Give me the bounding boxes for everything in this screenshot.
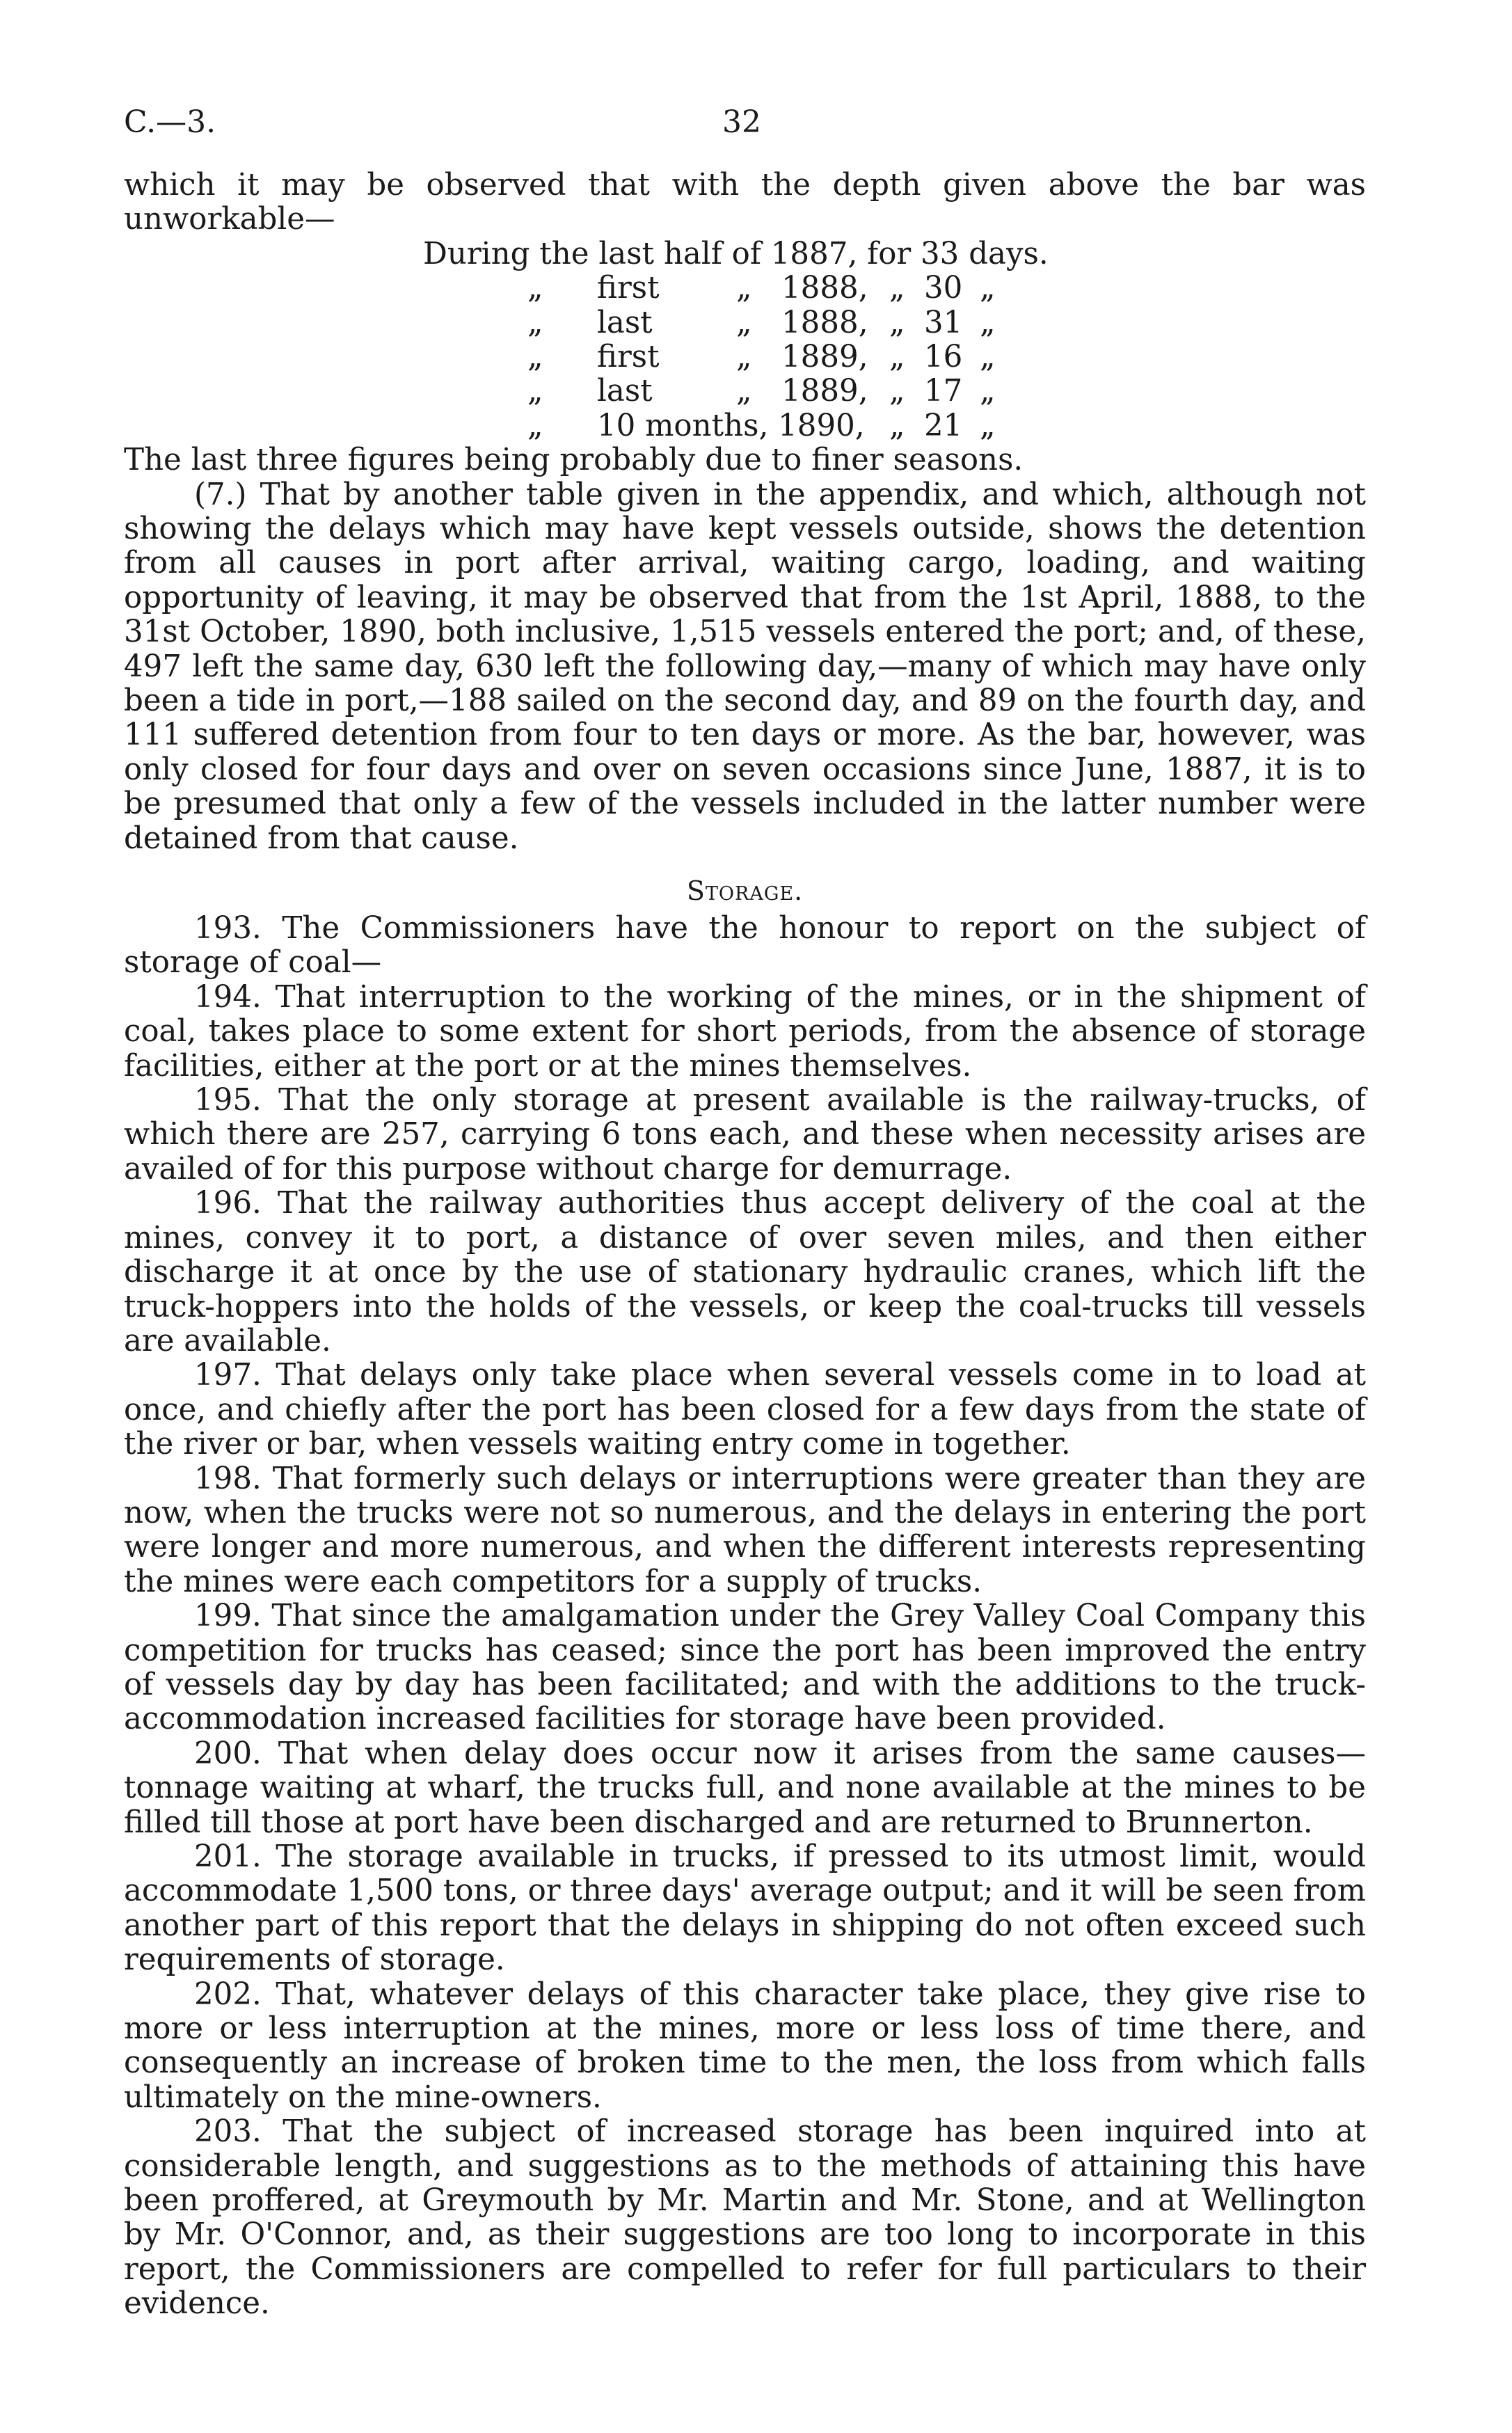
delay-note: The last three figures being probably due to finer seasons. [124, 443, 1024, 478]
paragraph-200: 200. That when delay does occur now it arises from the same causes—tonnage waiting at wharf, the trucks full, and none available at the mines to be filled till those at port have been discharged and are returned to Brunnerton. [124, 1736, 1366, 1840]
delay-year: 1889, [781, 339, 868, 374]
ditto-mark: „ [736, 374, 752, 409]
delay-row [124, 340, 1366, 374]
delay-period: first [597, 271, 660, 306]
delay-days: 30 [924, 271, 963, 306]
delay-first-line: During the last half of 1887, for 33 days. [423, 236, 1049, 271]
ditto-mark: „ [980, 305, 996, 340]
delay-year: 1888, [781, 305, 868, 340]
ditto-mark: „ [980, 408, 996, 443]
paragraph-201: 201. The storage available in trucks, if pressed to its utmost limit, would accommodate 1,500 tons, or three days' average output; and it will be seen from another part of this report that the delays in shipping do not often exceed such requirements of storage. [124, 1839, 1366, 1978]
ditto-mark: „ [889, 305, 905, 340]
ditto-mark: „ [527, 408, 543, 443]
delay-days: 16 [924, 339, 963, 374]
paragraph-7: (7.) That by another table given in the appendix, and which, although not showing the delays which may have kept vessels outside, shows the detention from all causes in port after arrival, waiting cargo, loading, and waiting opportunity of leaving, it may be observed that from the 1st April, 1888, to the 31st October, 1890, both inclusive, 1,515 vessels entered the port; and, of these, 497 left the same day, 630 left the following day,—many of which may have only been a tide in port,—188 sailed on the second day, and 89 on the fourth day, and 111 suffered detention from four to ten days or more. As the bar, however, was only closed for four days and over on seven occasions since June, 1887, it is to be presumed that only a few of the vessels included in the latter number were detained from that cause. [124, 477, 1366, 856]
delay-row [124, 271, 1366, 306]
bar-delay-table [124, 237, 1366, 443]
delay-period: first [597, 339, 660, 374]
delay-period: last [597, 305, 653, 340]
ditto-mark: „ [980, 374, 996, 409]
ditto-mark: „ [527, 339, 543, 374]
delay-row [124, 409, 1366, 443]
ditto-mark: „ [889, 271, 905, 306]
ditto-mark: „ [889, 408, 905, 443]
delay-period: 10 months, 1890, [597, 408, 865, 443]
ditto-mark: „ [527, 271, 543, 306]
paragraph-196: 196. That the railway authorities thus accept delivery of the coal at the mines, convey it to port, a distance of over seven miles, and then either discharge it at once by the use of stationary hydraulic cranes, which lift the truck-hoppers into the holds of the vessels, or keep the coal-trucks till vessels are available. [124, 1186, 1366, 1358]
ditto-mark: „ [736, 339, 752, 374]
section-heading-storage: Storage. [686, 875, 804, 907]
ditto-mark: „ [736, 305, 752, 340]
delay-row [124, 306, 1366, 340]
paragraph-203: 203. That the subject of increased storage has been inquired into at considerable length, and suggestions as to the methods of attaining this have been proffered, at Greymouth by Mr. Martin and Mr. Stone, and at Wellington by Mr. O'Connor, and, as their suggestions are too long to incorporate in this report, the Commissioners are compelled to refer for full particulars to their evidence. [124, 2114, 1366, 2322]
delay-year: 1889, [781, 374, 868, 409]
delay-period: last [597, 374, 653, 409]
paragraph-198: 198. That formerly such delays or interruptions were greater than they are now, when the trucks were not so numerous, and the delays in entering the port were longer and more numerous, and when the different interests representing the mines were each competitors for a supply of trucks. [124, 1461, 1366, 1599]
ditto-mark: „ [889, 374, 905, 409]
page-header [124, 104, 1366, 168]
paragraph-197: 197. That delays only take place when several vessels come in to load at once, and chiefly after the port has been closed for a few days from the state of the river or bar, when vessels waiting entry come in together. [124, 1358, 1366, 1462]
paragraph-199: 199. That since the amalgamation under the Grey Valley Coal Company this competition for trucks has ceased; since the port has been improved the entry of vessels day by day has been facilitated; and with the additions to the truck-accommodation increased facilities for storage have been provided. [124, 1599, 1366, 1737]
delay-row-first [124, 237, 1366, 271]
ditto-mark: „ [889, 339, 905, 374]
document-reference: C.—3. [124, 104, 216, 140]
document-page [124, 104, 1366, 2322]
delay-year: 1888, [781, 271, 868, 306]
delay-row [124, 374, 1366, 409]
ditto-mark: „ [527, 305, 543, 340]
paragraph-195: 195. That the only storage at present available is the railway-trucks, of which there are 257, carrying 6 tons each, and these when necessity arises are availed of for this purpose without charge for demurrage. [124, 1083, 1366, 1187]
ditto-mark: „ [736, 271, 752, 306]
paragraph-194: 194. That interruption to the working of the mines, or in the shipment of coal, takes place to some extent for short periods, from the absence of storage facilities, either at the port or at the mines themselves. [124, 979, 1366, 1084]
delay-days: 21 [924, 408, 963, 443]
ditto-mark: „ [980, 339, 996, 374]
delay-days: 17 [924, 374, 963, 409]
paragraph-193: 193. The Commissioners have the honour to report on the subject of storage of coal— [124, 911, 1366, 981]
page-number: 32 [722, 104, 761, 140]
intro-paragraph: which it may be observed that with the depth given above the bar was unworkable— [124, 168, 1366, 237]
paragraph-202: 202. That, whatever delays of this character take place, they give rise to more or less interruption at the mines, more or less loss of time there, and consequently an increase of broken time to the men, the loss from which falls ultimately on the mine-owners. [124, 1976, 1366, 2115]
ditto-mark: „ [527, 374, 543, 409]
ditto-mark: „ [980, 271, 996, 306]
delay-days: 31 [924, 305, 963, 340]
